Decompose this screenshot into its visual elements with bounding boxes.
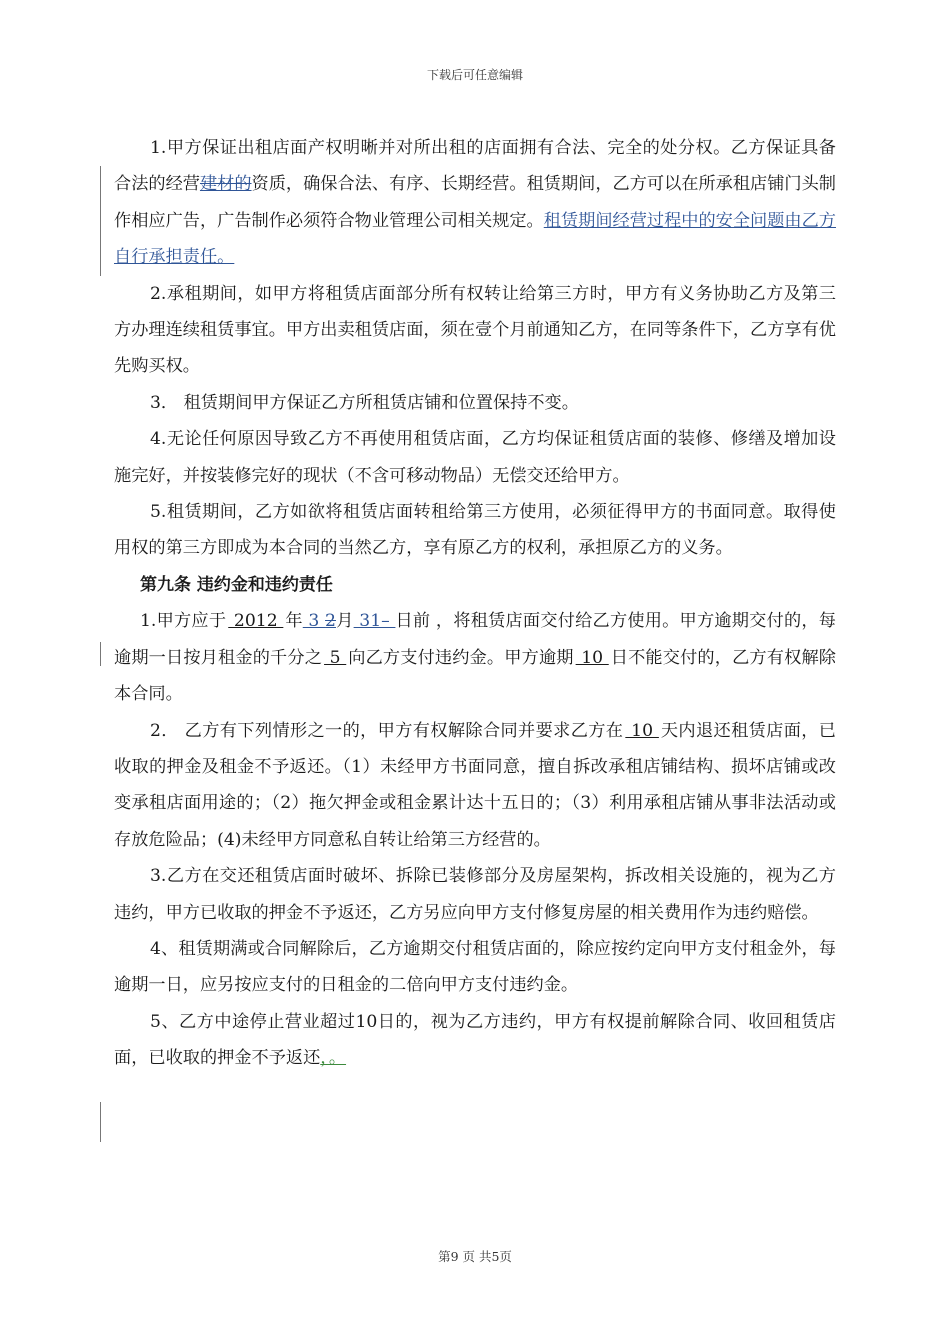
page-header: 下载后可任意编辑 <box>426 68 523 82</box>
para-text: 日前 ，将租赁店面交付给乙方使用。甲方逾期交付的，每逾期一日按月租金的千分之 <box>114 611 836 668</box>
sec8-para-1 <box>114 130 836 276</box>
permille-blank: 5 <box>324 647 347 668</box>
overdue-days-blank: 10 <box>575 647 609 668</box>
para-text: 资质，确保合法、有序、长期经营。租赁期间，乙方可以在所承租店铺门头制作相应广告，广告制作必须符合物业管理公司相关规定。 <box>114 174 836 231</box>
section-heading: 第九条 违约金和违约责任 <box>140 574 333 595</box>
sec9-para-3: 3.乙方在交还租赁店面时破坏、拆除已装修部分及房屋架构，拆改相关设施的，视为乙方违约，甲方已收取的押金不予返还，乙方另应向甲方支付修复房屋的相关费用作为违约赔偿。 <box>114 866 836 923</box>
sec9-para-5 <box>114 1004 836 1077</box>
sec8-para-2: 2.承租期间，如甲方将租赁店面部分所有权转让给第三方时，甲方有义务协助乙方及第三方办理连续租赁事宜。甲方出卖租赁店面，须在壹个月前通知乙方，在同等条件下，乙方享有优先购买权。 <box>114 283 836 377</box>
sec9-para-4: 4、租赁期满或合同解除后，乙方逾期交付租赁店面的，除应按约定向甲方支付租金外，每逾期一日，应另按应支付的日租金的二倍向甲方支付违约金。 <box>114 938 836 996</box>
deleted-text: 建材的 <box>199 174 252 195</box>
para-text: 天内退还租赁店面，已收取的押金及租金不予返还。（1）未经甲方书面同意，擅自拆改承租店铺结构、损坏店铺或改变承租店面用途的；（2）拖欠押金或租金累计达十五日的；（3）利用承租店铺从事非法活动或存放危险品；(4)未经甲方同意私自转让给第三方经营的。 <box>114 720 836 850</box>
inserted-text: ，。 <box>320 1048 347 1069</box>
sec8-para-5: 5.租赁期间，乙方如欲将租赁店面转租给第三方使用，必须征得甲方的书面同意。取得使用权的第三方即成为本合同的当然乙方，享有原乙方的权利，承担原乙方的义务。 <box>114 502 836 559</box>
para-text: 日不能交付的，乙方有权解除本合同。 <box>114 647 836 705</box>
change-bar <box>100 1102 101 1142</box>
para-text: 向乙方支付违约金。甲方逾期 <box>348 647 574 668</box>
sec9-para-2 <box>114 713 836 859</box>
change-bar <box>100 642 101 666</box>
inserted-text: 租赁期间经营过程中的安全问题由乙方自行承担责任。 <box>114 210 836 268</box>
year-blank: 2012 <box>228 611 284 632</box>
para-text: 1.甲方应于 <box>140 611 227 632</box>
sec8-para-4: 4.无论任何原因导致乙方不再使用租赁店面，乙方均保证租赁店面的装修、修缮及增加设施完好，并按装修完好的现状（不含可移动物品）无偿交还给甲方。 <box>114 429 836 486</box>
sec9-para-1 <box>114 603 836 712</box>
para-text: 1.甲方保证出租店面产权明晰并对所出租的店面拥有合法、完全的处分权。乙方保证具备合法的经营 <box>114 138 836 195</box>
para-text: 月 <box>335 611 354 632</box>
page-footer: 第9 页 共5页 <box>438 1249 512 1264</box>
deleted-text: 2 <box>325 611 336 632</box>
para-text: 5、乙方中途停止营业超过10日的，视为乙方违约，甲方有权提前解除合同、收回租赁店面，已收取的押金不予返还 <box>114 1011 836 1069</box>
sec8-para-3: 3． 租赁期间甲方保证乙方所租赁店铺和位置保持不变。 <box>150 392 579 413</box>
para-text: 2． 乙方有下列情形之一的，甲方有权解除合同并要求乙方在 <box>150 720 624 741</box>
month-blank: 3 <box>302 611 326 632</box>
day-blank: 31– <box>353 611 396 632</box>
document-body <box>114 130 836 1077</box>
para-text: 年 <box>285 611 303 632</box>
change-bar <box>100 166 101 276</box>
return-days-blank: 10 <box>625 720 659 741</box>
